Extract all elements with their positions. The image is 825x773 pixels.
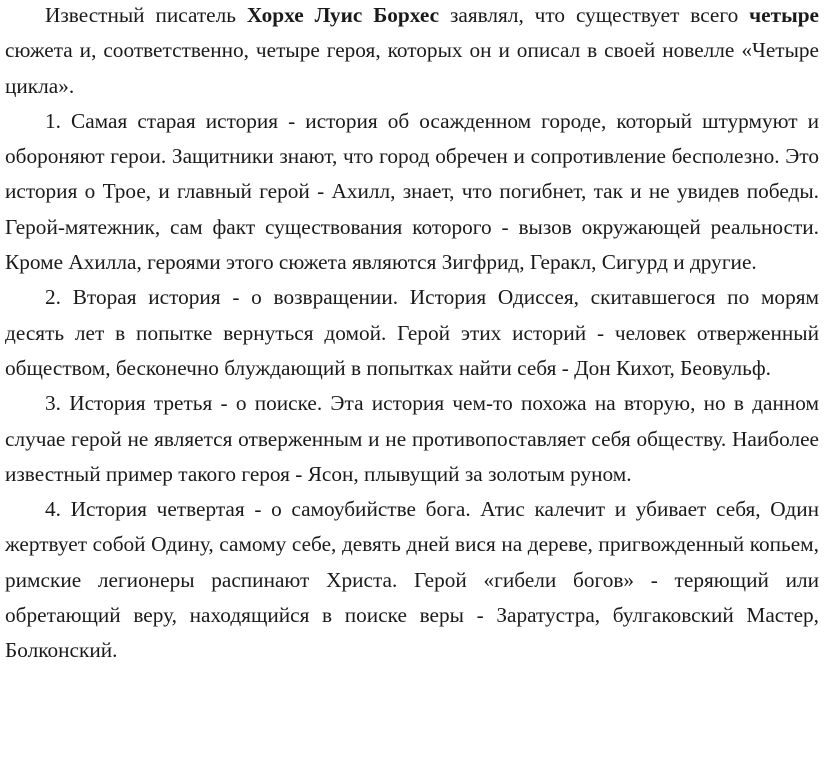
four-emphasis: четыре (749, 3, 819, 27)
author-name: Хорхе Луис Борхес (246, 3, 440, 27)
story-paragraph-2: 2. Вторая история - о возвращении. История Одиссея, скитавшегося по морям десять лет в попытке вернуться домой. Герой этих историй - человек отверженный обществом, бесконечно блуждающий в попытках найти себя - Дон Кихот, Беовульф. (5, 285, 819, 380)
intro-text-3: сюжета и, соответственно, четыре героя, которых он и описал в своей новелле «Четыре цикла». (5, 38, 819, 98)
story-paragraph-4: 4. История четвертая - о самоубийстве бога. Атис калечит и убивает себя, Один жертвует собой Одину, самому себе, девять дней вися на дереве, пригвожденный копьем, римские легионеры распинают Христа. Герой «гибели богов» - теряющий или обретающий веру, находящийся в поиске веры - Заратустра, булгаковский Мастер, Болконский. (5, 497, 819, 663)
story-paragraph-3: 3. История третья - о поиске. Эта история чем-то похожа на вторую, но в данном случае герой не является отверженным и не противопоставляет себя обществу. Наиболее известный пример такого героя - Ясон, плывущий за золотым руном. (5, 391, 819, 486)
intro-paragraph (5, 0, 819, 104)
intro-text-2: заявлял, что существует всего (439, 3, 750, 27)
intro-text-1: Известный писатель (45, 3, 247, 27)
story-paragraph-1: 1. Самая старая история - история об осажденном городе, который штурмуют и обороняют герои. Защитники знают, что город обречен и сопротивление бесполезно. Это история о Трое, и главный герой - Ахилл, знает, что погибнет, так и не увидев победы. Герой-мятежник, сам факт существования которого - вызов окружающей реальности. Кроме Ахилла, героями этого сюжета являются Зигфрид, Геракл, Сигурд и другие. (5, 108, 819, 275)
